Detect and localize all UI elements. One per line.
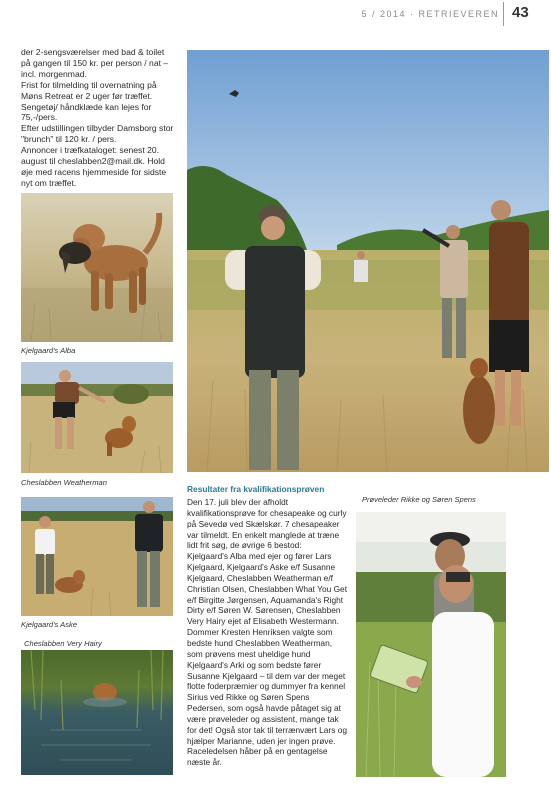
article-paragraph: Den 17. juli blev der afholdt kvalifikationsprøve for chesapeake og curly på Sevedø ved Skælskør. 7 chesapeaker var tilmeldt. En enkelt manglede at træne lidt frit søg, de øvrige 6 bestod: (187, 497, 347, 551)
intro-paragraph: Frist for tilmelding til overnatning på Møns Retreat er 2 uger før træffet. Sengetøj/ håndklæde kan lejes for 75,-/pers. (21, 79, 157, 123)
photo-dog-retrieving-bird (21, 193, 173, 342)
photo-judges-portrait (356, 512, 506, 777)
article-paragraph: Kjelgaard's Alba med ejer og fører Lars Kjelgaard, Kjelgaard's Aske e/f Susanne Kjelgaard, Cheslabben Weatherman e/f Christian Olsen, Cheslabben What You Get e/f Birgitte Jørgensen, Aquamanda's Right Dirty e/f Søren W. Sørensen, Cheslabben Very Hairy ejet af Elisabeth Westermann. (187, 551, 348, 627)
header-divider (503, 2, 504, 26)
intro-paragraph: Efter udstillingen tilbyder Damsborg stor "brunch" til 120 kr. / pers. (21, 123, 174, 145)
intro-paragraph: Annoncer i træfkataloget: senest 20. august til cheslabben2@mail.dk. Hold øje med racens hjemmeside for sidste nyt om træffet. (21, 145, 167, 188)
photo-caption: Kjelgaard's Alba (21, 346, 76, 355)
photo-two-handlers-with-dog (21, 497, 173, 616)
intro-paragraph: der 2-sengsværelser med bad & toilet på gangen til 150 kr. per person / nat – incl. morgenmad. (21, 47, 169, 79)
photo-handler-with-dog (21, 362, 173, 473)
photo-caption: Cheslabben Weatherman (21, 478, 107, 487)
photo-caption: Cheslabben Very Hairy (24, 639, 102, 648)
article-heading: Resultater fra kvalifikationsprøven (187, 484, 325, 494)
article-results (187, 484, 349, 768)
page-number: 43 (512, 4, 529, 21)
article-body (187, 497, 349, 768)
issue-line: 5 / 2014 · RETRIEVEREN (361, 9, 499, 19)
main-photo-hunting-field (187, 50, 549, 472)
intro-text (21, 47, 176, 189)
article-paragraph: Dommer Kresten Henriksen valgte som bedste hund Cheslabben Weatherman, som prøvens mest uheldige hund Kjelgaard's Arki og som bedste fører Susanne Kjelgaard – til dem var der meget flotte foderpræmier og dummyer fra kennel Sirius ved Rikke og Søren Spens Pedersen, som også havde påtaget sig at være prøveleder og assistent, mange tak for det! Også stor tak til terrænvært Lars og hjælper Marianne, uden jer ingen prøve. Raceledelsen håber på en gentagelse næste år. (187, 627, 347, 768)
photo-caption: Kjelgaard's Aske (21, 620, 78, 629)
photo-dog-swimming (21, 650, 173, 775)
photo-caption: Prøveleder Rikke og Søren Spens (362, 495, 476, 504)
page-header (0, 0, 551, 30)
